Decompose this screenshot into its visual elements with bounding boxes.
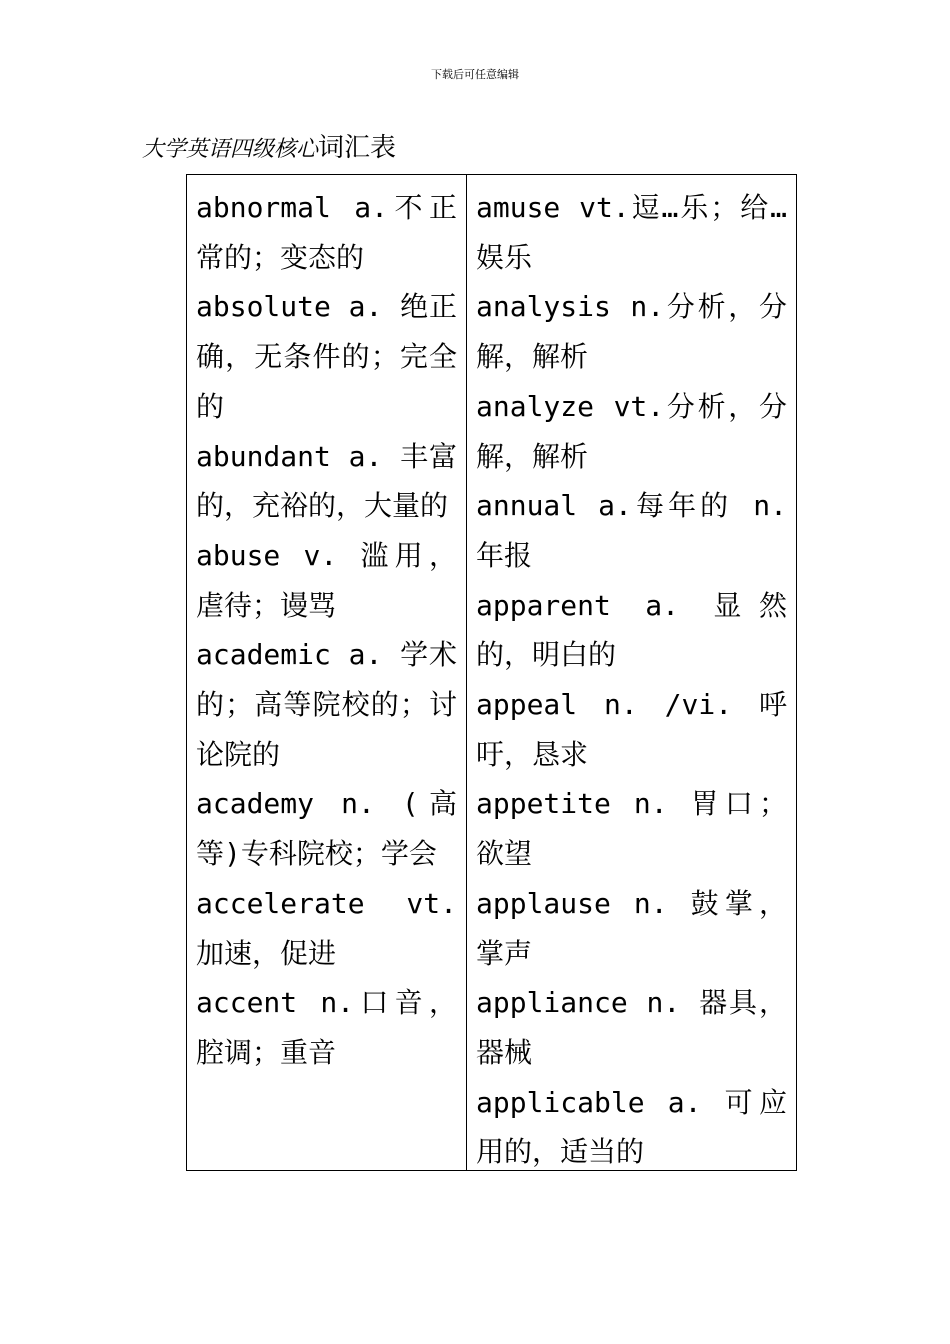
left-column	[187, 175, 467, 1170]
vocab-entry: apparent a. 显然的，明白的	[476, 588, 787, 672]
vocab-entry: academic a. 学术的；高等院校的；讨论院的	[196, 638, 457, 771]
vocab-entry: applicable a. 可应用的，适当的	[476, 1085, 787, 1169]
title-regular-part: 词汇表	[318, 133, 397, 163]
document-title	[142, 130, 396, 168]
right-column	[467, 175, 796, 1170]
vocab-entry: amuse vt.逗…乐；给…娱乐	[476, 191, 787, 274]
vocab-entry: annual a.每年的 n.年报	[476, 489, 787, 572]
vocab-entry: appetite n. 胃口；欲望	[476, 787, 787, 871]
vocab-entry: appeal n. /vi. 呼吁，恳求	[476, 688, 787, 771]
vocab-entry: analyze vt.分析，分解，解析	[476, 389, 787, 473]
page-header-note: 下载后可任意编辑	[431, 68, 519, 81]
vocab-entry: appliance n. 器具，器械	[476, 986, 787, 1069]
vocab-entry: absolute a. 绝正确，无条件的；完全的	[196, 290, 457, 423]
vocab-entry: accelerate vt. 加速，促进	[196, 886, 457, 970]
vocab-entry: accent n.口音，腔调；重音	[196, 986, 457, 1069]
title-italic-part: 大学英语四级核心	[142, 137, 319, 162]
vocab-entry: academy n. (高等)专科院校；学会	[196, 787, 457, 871]
vocab-entry: applause n. 鼓掌，掌声	[476, 886, 787, 970]
vocab-entry: analysis n.分析，分解，解析	[476, 290, 787, 374]
vocab-entry: abundant a. 丰富的，充裕的，大量的	[196, 439, 457, 523]
vocab-entry: abnormal a.不正常的；变态的	[196, 191, 457, 274]
vocab-entry: abuse v. 滥用，虐待；谩骂	[196, 538, 457, 622]
vocabulary-table	[186, 174, 797, 1171]
